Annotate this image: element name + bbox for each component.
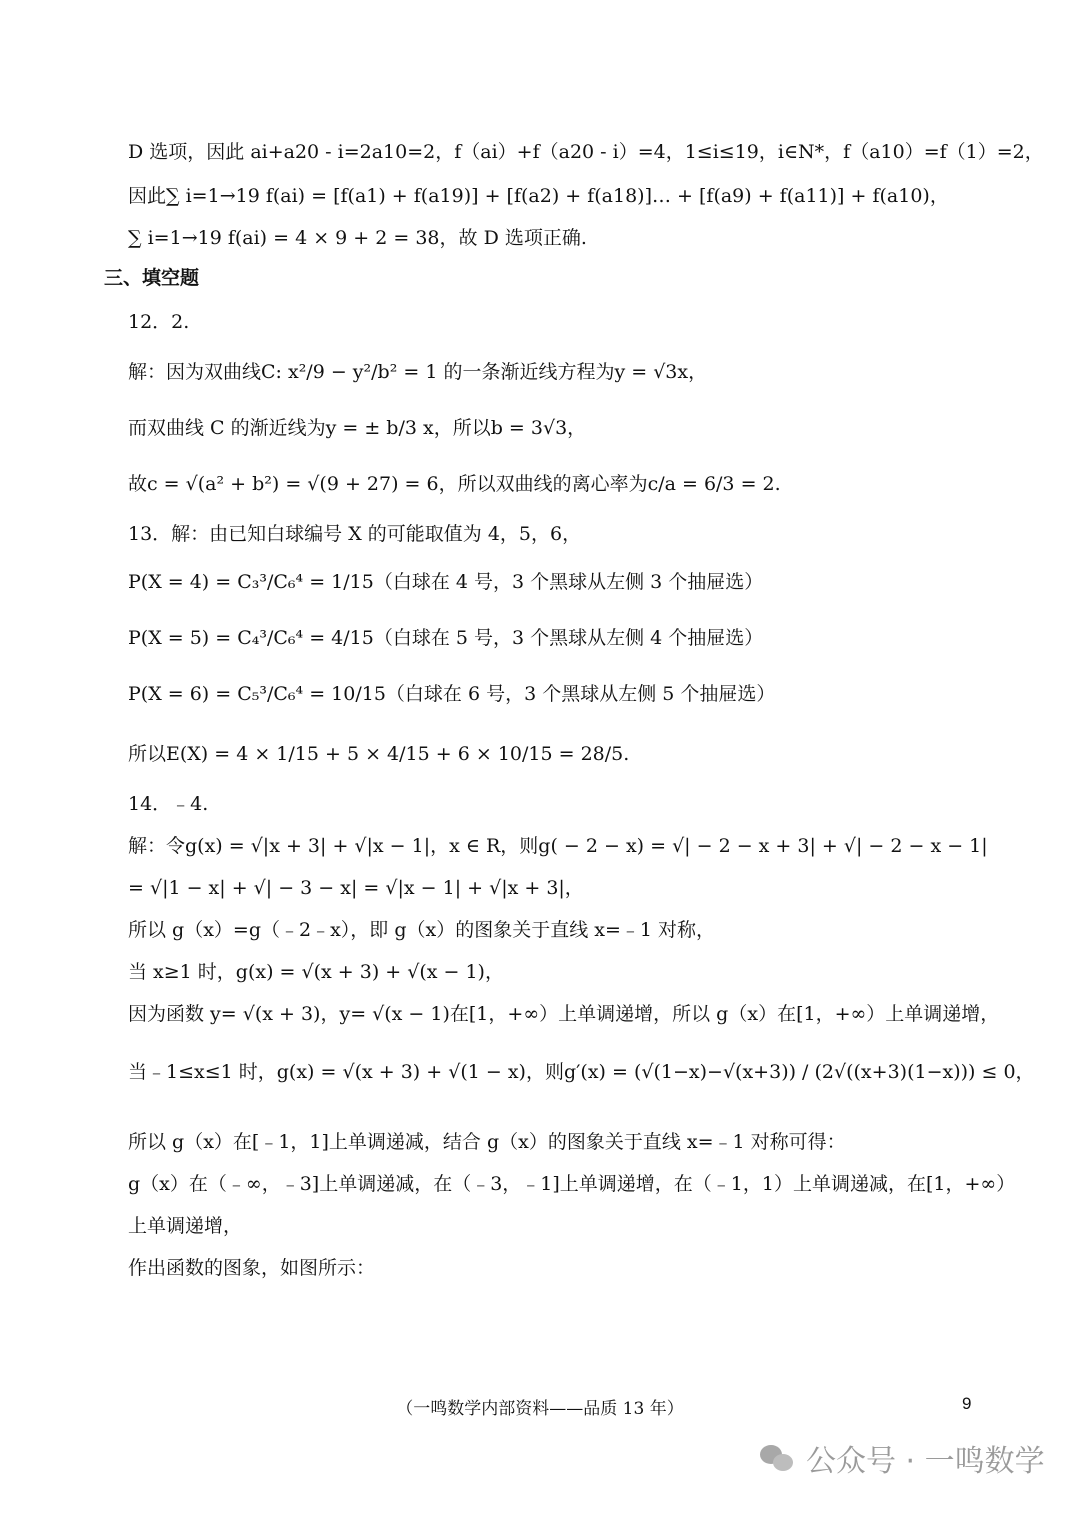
text-line-19: 因为函数 y= √(x + 3)，y= √(x − 1)在[1，+∞）上单调递增，所以 g（x）在[1，+∞）上单调递增， bbox=[128, 1003, 1000, 1025]
text-line-8: 故c = √(a² + b²) = √(9 + 27) = 6，所以双曲线的离心率为c/a = 6/3 = 2. bbox=[128, 473, 781, 495]
text-line-6: 解：因为双曲线C: x²/9 − y²/b² = 1 的一条渐近线方程为y = √3x， bbox=[128, 361, 708, 383]
text-line-20: 当﹣1≤x≤1 时，g(x) = √(x + 3) + √(1 − x)，则g′(x) = (√(1−x)−√(x+3)) / (2√((x+3)(1−x))) ≤ 0， bbox=[128, 1061, 1035, 1083]
section-heading: 三、填空题 bbox=[104, 267, 200, 289]
wechat-icon bbox=[760, 1443, 796, 1473]
page-footer: （一鸣数学内部资料——品质 13 年） bbox=[396, 1399, 684, 1419]
text-line-10: P(X = 4) = C₃³/C₆⁴ = 1/15（白球在 4 号，3 个黑球从左侧 3 个抽屉选） bbox=[128, 571, 764, 593]
text-line-12: P(X = 6) = C₅³/C₆⁴ = 10/15（白球在 6 号，3 个黑球从左侧 5 个抽屉选） bbox=[128, 683, 776, 705]
text-line-14: 14．﹣4. bbox=[128, 793, 209, 815]
text-line-11: P(X = 5) = C₄³/C₆⁴ = 4/15（白球在 5 号，3 个黑球从左侧 4 个抽屉选） bbox=[128, 627, 764, 649]
watermark bbox=[760, 1436, 1045, 1480]
text-line-18: 当 x≥1 时，g(x) = √(x + 3) + √(x − 1)， bbox=[128, 961, 504, 983]
page-number: 9 bbox=[962, 1394, 972, 1413]
text-line-7: 而双曲线 C 的渐近线为y = ± b/3 x，所以b = 3√3， bbox=[128, 417, 587, 439]
text-line-13: 所以E(X) = 4 × 1/15 + 5 × 4/15 + 6 × 10/15 = 28/5. bbox=[128, 743, 630, 765]
text-line-9: 13．解：由已知白球编号 X 的可能取值为 4，5，6， bbox=[128, 523, 582, 545]
text-line-2: 因此∑ i=1→19 f(ai) = [f(a1) + f(a19)] + [f(a2) + f(a18)]… + [f(a9) + f(a11)] + f(a10)， bbox=[128, 185, 949, 207]
text-line-17: 所以 g（x）=g（﹣2﹣x），即 g（x）的图象关于直线 x=﹣1 对称， bbox=[128, 919, 716, 941]
text-line-5: 12．2. bbox=[128, 311, 190, 333]
text-line-3: ∑ i=1→19 f(ai) = 4 × 9 + 2 = 38，故 D 选项正确. bbox=[128, 227, 587, 249]
text-line-15: 解：令g(x) = √|x + 3| + √|x − 1|，x ∈ R，则g( − 2 − x) = √| − 2 − x + 3| + √| − 2 − x − 1| bbox=[128, 835, 988, 857]
text-line-16: = √|1 − x| + √| − 3 − x| = √|x − 1| + √|x + 3|， bbox=[128, 877, 584, 899]
text-line-24: 作出函数的图象，如图所示： bbox=[128, 1257, 376, 1279]
text-line-23: 上单调递增， bbox=[128, 1215, 243, 1237]
watermark-text: 公众号 · 一鸣数学 bbox=[806, 1444, 1045, 1479]
text-line-21: 所以 g（x）在[﹣1，1]上单调递减，结合 g（x）的图象关于直线 x=﹣1 对称可得： bbox=[128, 1131, 846, 1153]
text-line-1: D 选项，因此 ai+a20 - i=2a10=2，f（ai）+f（a20 - i）=4，1≤i≤19，i∈N*，f（a10）=f（1）=2， bbox=[128, 141, 1044, 163]
text-line-22: g（x）在（﹣∞，﹣3]上单调递减，在（﹣3，﹣1]上单调递增，在（﹣1，1）上单调递减，在[1，+∞） bbox=[128, 1173, 1016, 1195]
